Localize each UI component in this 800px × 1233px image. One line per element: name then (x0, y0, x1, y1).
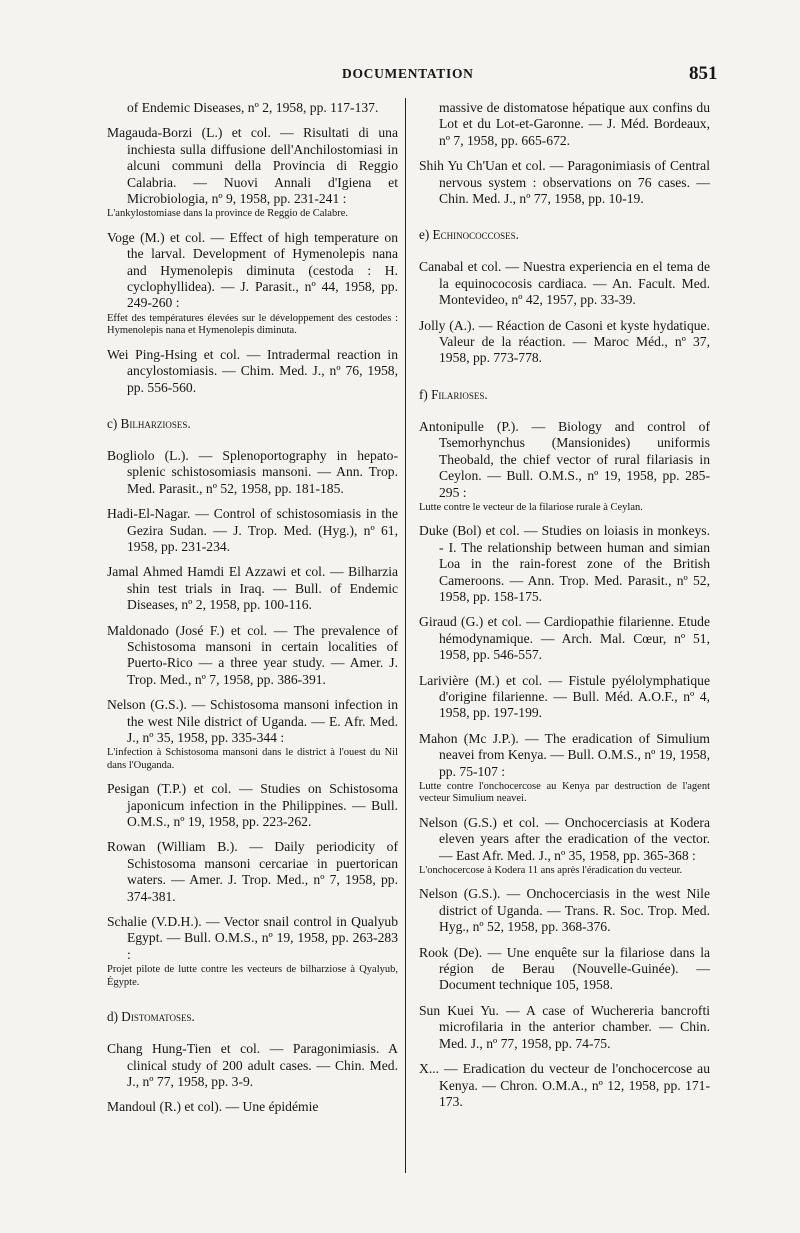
bibliography-entry (107, 839, 398, 905)
bibliography-entry (419, 614, 710, 663)
entry-citation: Giraud (G.) et col. — Cardiopathie filarienne. Etude hémodynamique. — Arch. Mal. Cœur, nº 51, 1958, pp. 546-557. (419, 614, 710, 663)
bibliography-entry-continued (419, 100, 710, 149)
entry-citation: Nelson (G.S.) et col. — Onchocerciasis at Kodera eleven years after the eradication of the vector. — East Afr. Med. J., nº 35, 1958, pp. 365-368 : (419, 814, 710, 863)
section-heading (107, 1009, 398, 1025)
section-label: Filarioses. (431, 386, 488, 402)
section-letter: d) (107, 1009, 118, 1025)
right-column (419, 100, 710, 1119)
bibliography-entry (107, 697, 398, 772)
entry-citation: Mandoul (R.) et col). — Une épidémie (107, 1099, 319, 1115)
column-divider (405, 98, 406, 1173)
entry-citation: Sun Kuei Yu. — A case of Wuchereria bancrofti microfilaria in the anterior chamber. — Chin. Med. J., nº 77, 1958, pp. 74-75. (419, 1002, 710, 1051)
section-label: Distomatoses. (121, 1009, 195, 1025)
entry-summary-note: Lutte contre l'onchocercose au Kenya par destruction de l'agent vecteur Simulium neavei. (419, 781, 710, 805)
section-letter: e) (419, 227, 430, 243)
bibliography-entry (107, 1041, 398, 1090)
entry-summary-note: L'onchocercose à Kodera 11 ans après l'éradication du vecteur. (419, 865, 683, 877)
running-title: DOCUMENTATION (342, 66, 474, 81)
entry-summary-note: Effet des températures élevées sur le développement des cestodes : Hymenolepis nana et Hymenolepis diminuta. (107, 312, 398, 337)
entry-citation: Voge (M.) et col. — Effect of high temperature on the larval. Development of Hymenolepis nana and Hymenolepis diminuta (cestoda : H. cyclophyllidea). — J. Parasit., nº 44, 1958, pp. 249-260 : (107, 229, 398, 311)
bibliography-entry (419, 419, 710, 514)
bibliography-entry (107, 914, 398, 989)
entry-citation: Nelson (G.S.). — Onchocerciasis in the west Nile district of Uganda. — Trans. R. Soc. Trop. Med. Hyg., nº 52, 1958, pp. 368-376. (419, 886, 710, 935)
bibliography-entry (419, 886, 710, 935)
bibliography-entry (419, 673, 710, 722)
entry-summary-note: L'ankylostomiase dans la province de Reggio de Calabre. (107, 208, 348, 220)
bibliography-entry (419, 1003, 710, 1052)
entry-citation: X... — Eradication du vecteur de l'onchocercose au Kenya. — Chron. O.M.A., nº 12, 1958, pp. 171-173. (419, 1061, 710, 1109)
entry-citation: Chang Hung-Tien et col. — Paragonimiasis. A clinical study of 200 adult cases. — Chin. Med. J., nº 77, 1958, pp. 3-9. (107, 1041, 398, 1089)
entry-citation: Nelson (G.S.). — Schistosoma mansoni infection in the west Nile district of Uganda. — E. Afr. Med. J., nº 35, 1958, pp. 335-344 : (107, 697, 398, 745)
bibliography-entry (419, 523, 710, 605)
entry-citation: Larivière (M.) et col. — Fistule pyélolymphatique d'origine filarienne. — Bull. Méd. A.O.F., nº 4, 1958, pp. 197-199. (419, 672, 710, 721)
entry-summary-note: L'infection à Schistosoma mansoni dans le district à l'ouest du Nil dans l'Ouganda. (107, 747, 398, 771)
page-number: 851 (689, 63, 718, 84)
entry-citation: of Endemic Diseases, nº 2, 1958, pp. 117-137. (127, 100, 379, 115)
section-letter: f) (419, 386, 428, 402)
entry-citation: Mahon (Mc J.P.). — The eradication of Simulium neavei from Kenya. — Bull. O.M.S., nº 19, 1958, pp. 75-107 : (419, 730, 710, 779)
entry-citation: massive de distomatose hépatique aux confins du Lot et du Lot-et-Garonne. — J. Méd. Bordeaux, nº 7, 1958, pp. 665-672. (439, 100, 710, 148)
bibliography-entry (107, 781, 398, 830)
bibliography-entry-continued (107, 100, 398, 116)
section-heading (419, 227, 710, 243)
running-header (0, 63, 800, 90)
section-heading (419, 387, 710, 403)
entry-citation: Canabal et col. — Nuestra experiencia en el tema de la equinococosis cardiaca. — An. Facult. Med. Montevideo, nº 42, 1957, pp. 33-39. (419, 259, 710, 308)
entry-citation: Jamal Ahmed Hamdi El Azzawi et col. — Bilharzia shin test trials in Iraq. — Bull. of Endemic Diseases, nº 2, 1958, pp. 100-116. (107, 564, 398, 613)
entry-citation: Rook (De). — Une enquête sur la filariose dans la région de Berau (Nouvelle-Guinée). — Document technique 105, 1958. (419, 944, 710, 993)
bibliography-entry (419, 1061, 710, 1110)
entry-citation: Hadi-El-Nagar. — Control of schistosomiasis in the Gezira Sudan. — J. Trop. Med. (Hyg.), nº 61, 1958, pp. 231-234. (107, 506, 398, 554)
entry-citation: Pesigan (T.P.) et col. — Studies on Schistosoma japonicum infection in the Philippines. — Bull. O.M.S., nº 19, 1958, pp. 223-262. (107, 781, 398, 830)
section-label: Bilharzioses. (120, 415, 191, 431)
section-letter: c) (107, 415, 118, 431)
section-heading (107, 416, 398, 432)
entry-citation: Wei Ping-Hsing et col. — Intradermal reaction in ancylostomiasis. — Chim. Med. J., nº 76, 1958, pp. 556-560. (107, 346, 398, 395)
section-label: Echinococcoses. (432, 227, 519, 243)
bibliography-entry (107, 506, 398, 555)
entry-citation: Maldonado (José F.) et col. — The prevalence of Schistosoma mansoni in certain localities of Puerto-Rico — a three year study. — Amer. J. Trop. Med., nº 7, 1958, pp. 386-391. (107, 622, 398, 687)
bibliography-entry (107, 623, 398, 689)
entry-citation: Magauda-Borzi (L.) et col. — Risultati di una inchiesta sulla diffusione dell'Anchilostomiasi in alcuni communi della Provincia di Reggio Calabria. — Nuovi Annali d'Igiena et Microbiologia, nº 9, 1958, pp. 231-241 : (107, 125, 398, 207)
left-column (107, 100, 398, 1125)
bibliography-entry (419, 259, 710, 308)
entry-citation: Shih Yu Ch'Uan et col. — Paragonimiasis of Central nervous system : observations on 76 cases. — Chin. Med. J., nº 77, 1958, pp. 10-19. (419, 158, 710, 207)
entry-citation: Bogliolo (L.). — Splenoportography in hepato-splenic schistosomiasis mansoni. — Ann. Trop. Med. Parasit., nº 52, 1958, pp. 181-185. (107, 447, 398, 496)
entry-citation: Rowan (William B.). — Daily periodicity of Schistosoma mansoni cercariae in puertorican waters. — Amer. J. Trop. Med., nº 7, 1958, pp. 374-381. (107, 839, 398, 904)
bibliography-entry (419, 815, 710, 878)
entry-summary-note: Projet pilote de lutte contre les vecteurs de bilharziose à Qyalyub, Égypte. (107, 964, 398, 988)
entry-citation: Duke (Bol) et col. — Studies on loiasis in monkeys. - I. The relationship between human and simian Loa in the rain-forest zone of the British Cameroons. — Ann. Trop. Med. Parasit., nº 52, 1958, pp. 158-175. (419, 523, 710, 604)
bibliography-entry (419, 945, 710, 994)
bibliography-entry (419, 318, 710, 367)
bibliography-entry (107, 125, 398, 220)
bibliography-entry (107, 448, 398, 497)
bibliography-entry (419, 731, 710, 806)
bibliography-entry (419, 158, 710, 207)
bibliography-entry (107, 1099, 398, 1115)
entry-citation: Antonipulle (P.). — Biology and control of Tsemorhynchus (Mansionides) uniformis Theobald, the chief vector of rural filariasis in Ceylon. — Bull. O.M.S., nº 19, 1958, pp. 285-295 : (419, 418, 710, 500)
bibliography-entry (107, 564, 398, 613)
bibliography-entry (107, 230, 398, 338)
entry-summary-note: Lutte contre le vecteur de la filariose rurale à Ceylan. (419, 501, 643, 513)
entry-citation: Jolly (A.). — Réaction de Casoni et kyste hydatique. Valeur de la réaction. — Maroc Méd., nº 37, 1958, pp. 773-778. (419, 317, 710, 366)
entry-citation: Schalie (V.D.H.). — Vector snail control in Qualyub Egypt. — Bull. O.M.S., nº 19, 1958, pp. 263-283 : (107, 914, 398, 962)
bibliography-entry (107, 347, 398, 396)
